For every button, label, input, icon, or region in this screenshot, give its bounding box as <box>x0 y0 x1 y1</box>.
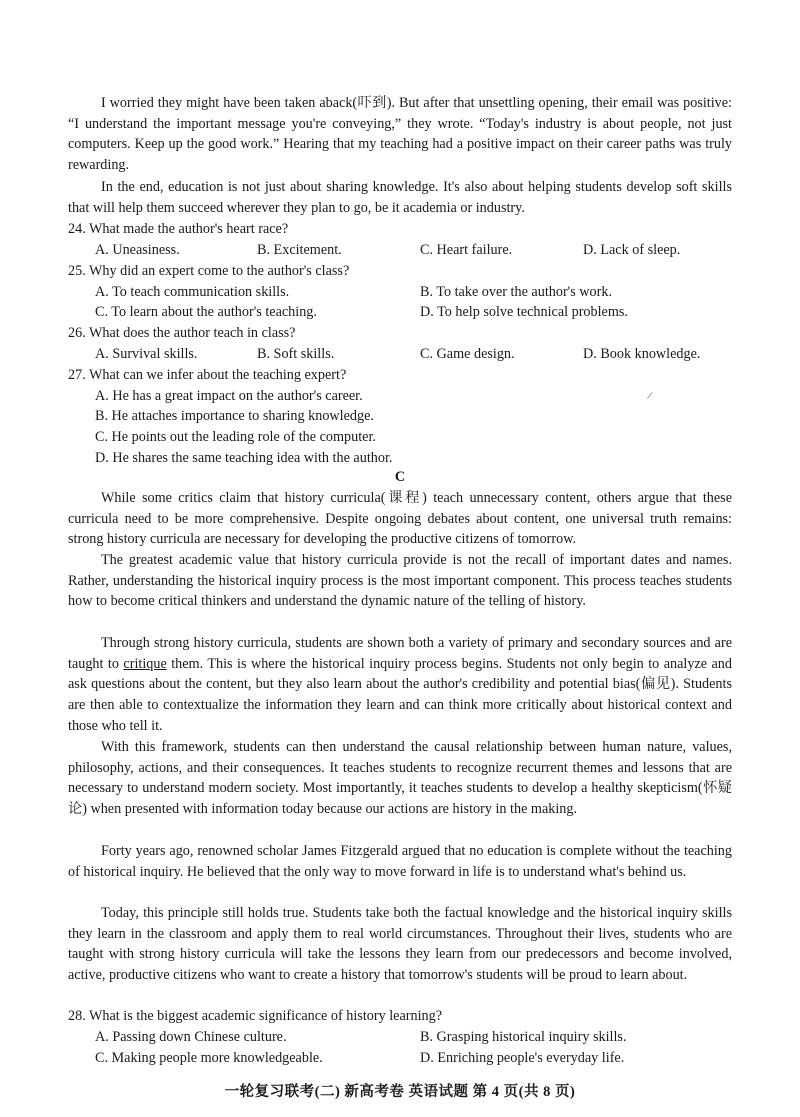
question-27-stem: 27. What can we infer about the teaching expert? <box>68 367 347 383</box>
question-24-option-d: D. Lack of sleep. <box>583 242 681 258</box>
section-c-paragraph-1: While some critics claim that history curricula(课程) teach unnecessary content, others argue that these curricula need to be more comprehensive. Despite ongoing debates about content, one universal truth remains: strong history curricula are necessary for developing the productive citizens of tomorrow. <box>68 490 732 548</box>
question-28-option-a: A. Passing down Chinese culture. <box>95 1029 287 1045</box>
question-25-option-c: C. To learn about the author's teaching. <box>95 304 317 320</box>
question-24-option-b: B. Excitement. <box>257 242 342 258</box>
question-27-option-b: B. He attaches importance to sharing knowledge. <box>95 408 374 424</box>
question-25-option-a: A. To teach communication skills. <box>95 284 290 300</box>
passage-b-paragraph-2: In the end, education is not just about sharing knowledge. It's also about helping students develop soft skills that will help them succeed wherever they plan to go, be it academia or industry. <box>68 179 732 216</box>
question-28-option-c: C. Making people more knowledgeable. <box>95 1050 323 1066</box>
section-c-heading: C <box>394 469 406 485</box>
question-26-stem: 26. What does the author teach in class? <box>68 325 296 341</box>
question-28-option-d: D. Enriching people's everyday life. <box>420 1050 625 1066</box>
pen-mark: / <box>646 389 654 403</box>
question-26-option-c: C. Game design. <box>420 346 515 362</box>
question-26-option-b: B. Soft skills. <box>257 346 335 362</box>
question-25-option-d: D. To help solve technical problems. <box>420 304 628 320</box>
question-26-option-a: A. Survival skills. <box>95 346 198 362</box>
underlined-word-critique: critique <box>123 655 167 672</box>
question-25-option-b: B. To take over the author's work. <box>420 284 613 300</box>
page-footer: 一轮复习联考(二) 新高考卷 英语试题 第 4 页(共 8 页) <box>224 1084 576 1100</box>
section-c-paragraph-2: The greatest academic value that history curricula provide is not the recall of important dates and names. Rather, understanding the historical inquiry process is the most important component. This process teaches students how to become critical thinkers and understand the dynamic nature of the telling of history. <box>68 552 732 610</box>
question-25-stem: 25. Why did an expert come to the author's class? <box>68 263 350 279</box>
question-28-option-b: B. Grasping historical inquiry skills. <box>420 1029 627 1045</box>
passage-b-paragraph-1: I worried they might have been taken aback(吓到). But after that unsettling opening, their email was positive: “I understand the important message you're conveying,” they wrote. “Today's industry is about people, not just computers. Keep up the good work.” Hearing that my teaching had a positive impact on their career paths was truly rewarding. <box>68 95 732 174</box>
paragraph-3-text-after: them. This is where the historical inquiry process begins. Students not only begin to analyze and ask questions about the content, but they also learn about the author's credibility and potential bias(偏见). Students are then able to contextualize the information they learn and can think more critically about historical context and those who tell it. <box>68 655 732 734</box>
question-24-option-c: C. Heart failure. <box>420 242 513 258</box>
question-26-option-d: D. Book knowledge. <box>583 346 701 362</box>
section-c-paragraph-4: With this framework, students can then understand the causal relationship between human nature, values, philosophy, actions, and their consequences. It teaches students to recognize recurrent themes and lessons that are necessary to understand modern society. Most importantly, it teaches students to develop a healthy skepticism(怀疑论) when presented with information today because our actions are history in the making. <box>68 739 732 818</box>
section-c-paragraph-6: Today, this principle still holds true. Students take both the factual knowledge and the historical inquiry skills they learn in the classroom and apply them to real world circumstances. Throughout their lives, students who are taught with strong history curricula will take the lessons they learn from our predecessors and become involved, active, productive citizens who want to create a history that tomorrow's students will be proud to learn about. <box>68 905 732 984</box>
question-27-option-a: A. He has a great impact on the author's career. <box>95 388 363 404</box>
section-c-paragraph-3 <box>68 633 732 737</box>
question-27-option-d: D. He shares the same teaching idea with the author. <box>95 450 393 466</box>
paragraph-3-text-before: Through strong history curricula, students are shown both a variety of primary and secondary sources and are taught to <box>68 635 732 672</box>
question-24-stem: 24. What made the author's heart race? <box>68 221 289 237</box>
section-c-paragraph-5: Forty years ago, renowned scholar James Fitzgerald argued that no education is complete without the teaching of historical inquiry. He believed that the only way to move forward in life is to understand what's behind us. <box>68 843 732 880</box>
question-24-option-a: A. Uneasiness. <box>95 242 180 258</box>
question-28-stem: 28. What is the biggest academic significance of history learning? <box>68 1008 443 1024</box>
question-27-option-c: C. He points out the leading role of the computer. <box>95 429 376 445</box>
